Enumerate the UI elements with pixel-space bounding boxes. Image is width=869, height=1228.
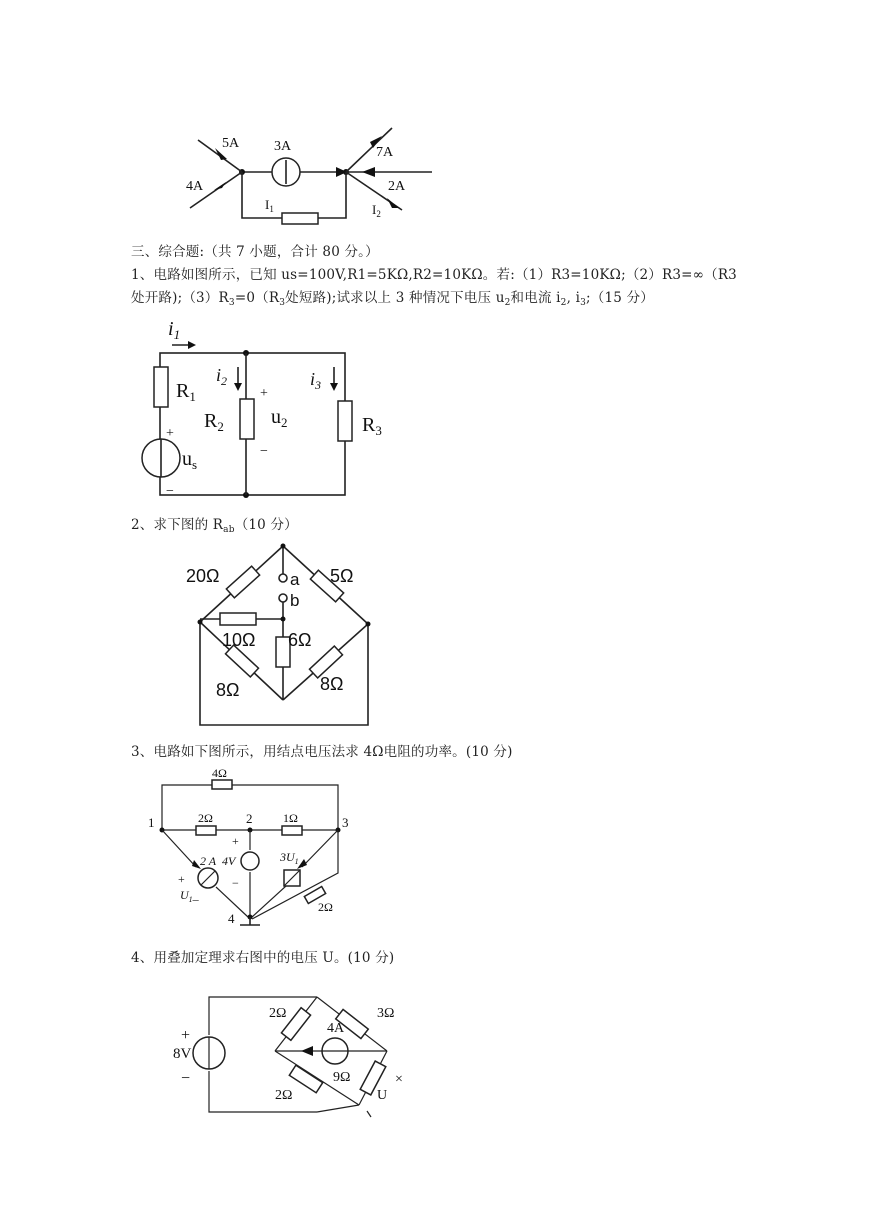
svg-text:i3: $i_3$	[310, 369, 322, 392]
svg-text:3U1: $3U_1$	[280, 850, 299, 866]
label-3u1: 3U	[280, 850, 295, 864]
label-i2: i	[216, 365, 222, 385]
label-2a-source: 2 A	[200, 854, 217, 868]
q4-superposition-circuit	[165, 985, 425, 1120]
svg-text:−: −	[166, 484, 174, 499]
label-1ohm: 1Ω	[283, 811, 298, 825]
label-3ohm: 3Ω	[377, 1006, 395, 1021]
svg-text:+: +	[166, 426, 174, 441]
svg-text:R1: $R_1$	[176, 380, 196, 404]
q3-nodal-circuit	[140, 765, 390, 935]
node-b: b	[290, 591, 300, 610]
label-u2: u	[271, 406, 281, 428]
label-2ohm-b: 2Ω	[318, 900, 333, 914]
kcl-figure	[170, 120, 460, 230]
svg-text:+: +	[178, 872, 185, 886]
q1-circuit	[130, 315, 410, 505]
q4-text: 4、用叠加定理求右图中的电压 U。(10 分)	[131, 950, 395, 966]
svg-text:+: +	[260, 386, 268, 401]
label-i2: I	[372, 202, 377, 217]
label-2ohm-top: 2Ω	[269, 1006, 287, 1021]
svg-text:−: −	[232, 876, 239, 890]
svg-text:+: +	[181, 1027, 191, 1044]
cross-mark: ×	[395, 1072, 403, 1087]
q3-text: 3、电路如下图所示，用结点电压法求 4Ω电阻的功率。(10 分)	[131, 744, 513, 760]
label-4v: 4V	[222, 854, 236, 868]
label-u: U	[377, 1088, 388, 1103]
label-8v: 8V	[173, 1046, 192, 1062]
node-4: 4	[228, 911, 235, 926]
label-i3: i	[310, 369, 316, 389]
svg-text:u2: $u_2$	[271, 406, 288, 430]
label-us: u	[182, 448, 192, 470]
svg-text:−: −	[181, 1070, 191, 1087]
label-4a: 4A	[186, 179, 204, 194]
label-4ohm: 4Ω	[212, 766, 227, 780]
label-6ohm: 6Ω	[288, 630, 312, 650]
label-9ohm: 9Ω	[333, 1070, 351, 1085]
label-i1: I	[265, 197, 270, 212]
node-1: 1	[148, 815, 155, 830]
label-7a: 7A	[376, 145, 394, 160]
label-i1: i	[168, 318, 174, 340]
label-8ohm-right: 8Ω	[320, 674, 344, 694]
svg-text:i2: $i_2$	[216, 365, 228, 388]
label-2a: 2A	[388, 179, 406, 194]
svg-text:i1: $i_1$	[168, 318, 181, 342]
label-r2: R	[204, 410, 218, 432]
svg-text:U1_: $U_1\_$	[180, 888, 199, 904]
node-3: 3	[342, 815, 349, 830]
label-5a: 5A	[222, 136, 240, 151]
label-2ohm-bottom: 2Ω	[275, 1088, 293, 1103]
label-r3: R	[362, 414, 376, 436]
svg-text:R3: $R_3$	[362, 414, 382, 438]
q1-line1: 1、电路如图所示，已知 us=100V,R1=5KΩ,R2=10KΩ。若:（1）R3=10KΩ;（2）R3=∞（R3	[131, 267, 737, 283]
label-5ohm: 5Ω	[330, 566, 354, 586]
svg-text:−: −	[260, 444, 268, 459]
label-r1: R	[176, 380, 190, 402]
node-a: a	[290, 570, 300, 589]
q1-line2: 处开路)$;(3)R_3=0(R_3$处短路);试求以上 3 种情况下电压 $u_2$和电流 $i_2$, $i_3;(15$ 分）	[131, 290, 654, 308]
label-4a: 4A	[327, 1021, 345, 1036]
label-2ohm: 2Ω	[198, 811, 213, 825]
q2-bridge	[180, 540, 380, 730]
label-3a: 3A	[274, 139, 292, 154]
label-20ohm: 20Ω	[186, 566, 220, 586]
svg-text:I1: $I_1$	[265, 197, 274, 214]
label-8ohm-left: 8Ω	[216, 680, 240, 700]
label-10ohm: 10Ω	[222, 630, 256, 650]
svg-text:+: +	[232, 834, 239, 848]
label-u1: U	[180, 888, 189, 902]
section-title: 三、综合题:（共 7 小题，合计 80 分。）	[131, 244, 379, 260]
node-2: 2	[246, 811, 253, 826]
q2-text: 2、求下图的 $R_{ab}(10$ 分）	[131, 517, 298, 535]
svg-text:us: $u_s$	[182, 448, 198, 472]
svg-text:I2: $I_2$	[372, 202, 381, 219]
svg-text:R2: $R_2$	[204, 410, 224, 434]
